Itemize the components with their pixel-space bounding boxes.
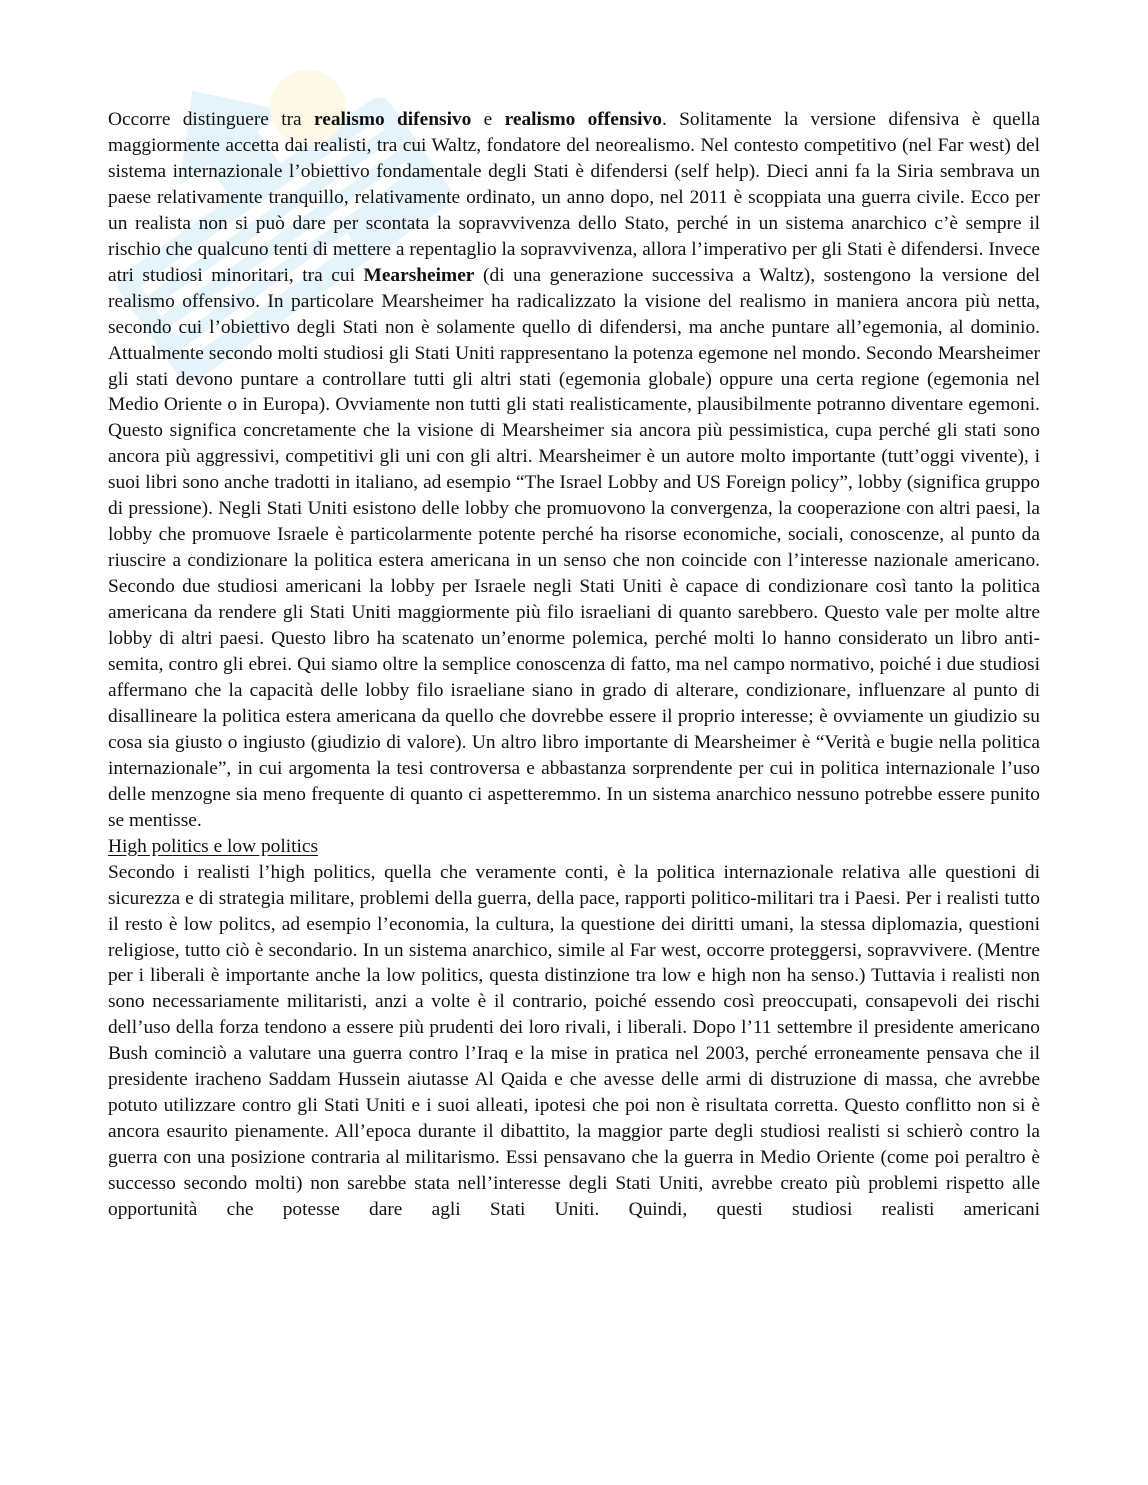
term-offensive-realism: realismo offensivo — [504, 109, 662, 130]
section-heading: High politics e low politics — [108, 835, 319, 857]
paragraph-high-low-politics: Secondo i realisti l’high politics, quella che veramente conti, è la politica internazionale relativa alle questioni di sicurezza e di strategia militare, problemi della guerra, della pace, rapporti politico-militari tra i Paesi. Per i realisti tutto il resto è low politcs, ad esempio l’economia, la cultura, la questione dei diritti umani, la stessa diplomazia, questioni religiose, tutto ciò è secondario. In un sistema anarchico, simile al Far west, occorre proteggersi, sopravvivere. (Mentre per i liberali è importante anche la low politics, questa distinzione tra low e high non ha senso.) Tuttavia i realisti non sono necessariamente militaristi, anzi a volte è il contrario, poiché essendo così preoccupati, consapevoli dei rischi dell’uso della forza tendono a essere più prudenti dei loro rivali, i liberali. Dopo l’11 settembre il presidente americano Bush cominciò a valutare una guerra contro l’Iraq e la mise in pratica nel 2003, perché erroneamente pensava che il presidente iracheno Saddam Hussein aiutasse Al Qaida e che avesse delle armi di distruzione di massa, che avrebbe potuto utilizzare contro gli Stati Uniti e i suoi alleati, ipotesi che poi non è risultata corretta. Questo conflitto non si è ancora esaurito pienamente. All’epoca durante il dibattito, la maggior parte degli studiosi realisti si schierò contro la guerra con una posizione contraria al militarismo. Essi pensavano che la guerra in Medio Oriente (come poi peraltro è successo secondo molti) non sarebbe stata nell’interesse degli Stati Uniti, avrebbe creato più problemi rispetto alle opportunità che potesse dare agli Stati Uniti. Quindi, questi studiosi realisti americani — [108, 861, 1040, 1221]
paragraph-text: . Solitamente la versione difensiva è quella maggiormente accetta dai realisti, tra cui Waltz, fondatore del neorealismo. Nel contesto competitivo (nel Far west) del sistema internazionale l’obiettivo fondamentale degli Stati è difendersi (self help). Dieci anni fa la Siria sembrava un paese relativamente tranquillo, relativamente ordinato, un anno dopo, nel 2011 è scoppiata una guerra civile. Ecco per un realista non si può dare per scontata la sopravvivenza dello Stato, perché in un sistema anarchico c’è sempre il rischio che qualcuno tenti di mettere a repentaglio la sopravvivenza, allora l’imperativo per gli Stati è difendersi. Invece atri studiosi minoritari, tra cui — [108, 109, 1040, 286]
paragraph-text: Occorre distinguere tra — [108, 109, 314, 130]
term-mearsheimer: Mearsheimer — [363, 264, 475, 286]
paragraph-realism — [108, 107, 1040, 834]
paragraph-text: e — [471, 109, 505, 130]
document-body — [108, 107, 1040, 1223]
paragraph-text: (di una generazione successiva a Waltz), sostengono la versione del realismo offensivo. In particolare Mearsheimer ha radicalizzato la visione del realismo in maniera ancora più netta, secondo cui l’obiettivo degli Stati non è solamente quello di difendersi, ma anche puntare all’egemonia, al dominio. Attualmente secondo molti studiosi gli Stati Uniti rappresentano la potenza egemone nel mondo. Secondo Mearsheimer gli stati devono puntare a controllare tutti gli altri stati (egemonia globale) oppure una certa regione (egemonia nel Medio Oriente o in Europa). Ovviamente non tutti gli stati realisticamente, plausibilmente potranno diventare egemoni. Questo significa concretamente che la visione di Mearsheimer sia ancora più pessimistica, cupa perché gli stati sono ancora più aggressivi, competitivi gli uni con gli altri. Mearsheimer è un autore molto importante (tutt’oggi vivente), i suoi libri sono anche tradotti in italiano, ad esempio “The Israel Lobby and US Foreign policy”, lobby (significa gruppo di pressione). Negli Stati Uniti esistono delle lobby che promuovono la convergenza, la cooperazione con altri paesi, la lobby che promuove Israele è particolarmente potente perché ha risorse economiche, sociali, conoscenze, al punto da riuscire a condizionare la politica estera americana in un senso che non coincide con l’interesse nazionale americano. Secondo due studiosi americani la lobby per Israele negli Stati Uniti è capace di condizionare così tanto la politica americana da rendere gli Stati Uniti maggiormente più filo israeliani di quanto sarebbero. Questo vale per molte altre lobby di altri paesi. Questo libro ha scatenato un’enorme polemica, perché molti lo hanno considerato un libro anti-semita, contro gli ebrei. Qui siamo oltre la semplice conoscenza di fatto, ma nel campo normativo, poiché i due studiosi affermano che la capacità delle lobby filo israeliane siano in grado di alterare, condizionare, influenzare al punto di disallineare la politica estera americana da quello che dovrebbe essere il proprio interesse; è ovviamente un giudizio su cosa sia giusto o ingiusto (giudizio di valore). Un altro libro importante di Mearsheimer è “Verità e bugie nella politica internazionale”, in cui argomenta la tesi controversa e abbastanza sorprendente per cui in politica internazionale l’uso delle menzogne sia meno frequente di quanto ci aspetteremmo. In un sistema anarchico nessuno potrebbe essere punito se mentisse. — [108, 264, 1040, 831]
term-defensive-realism: realismo difensivo — [313, 109, 472, 130]
